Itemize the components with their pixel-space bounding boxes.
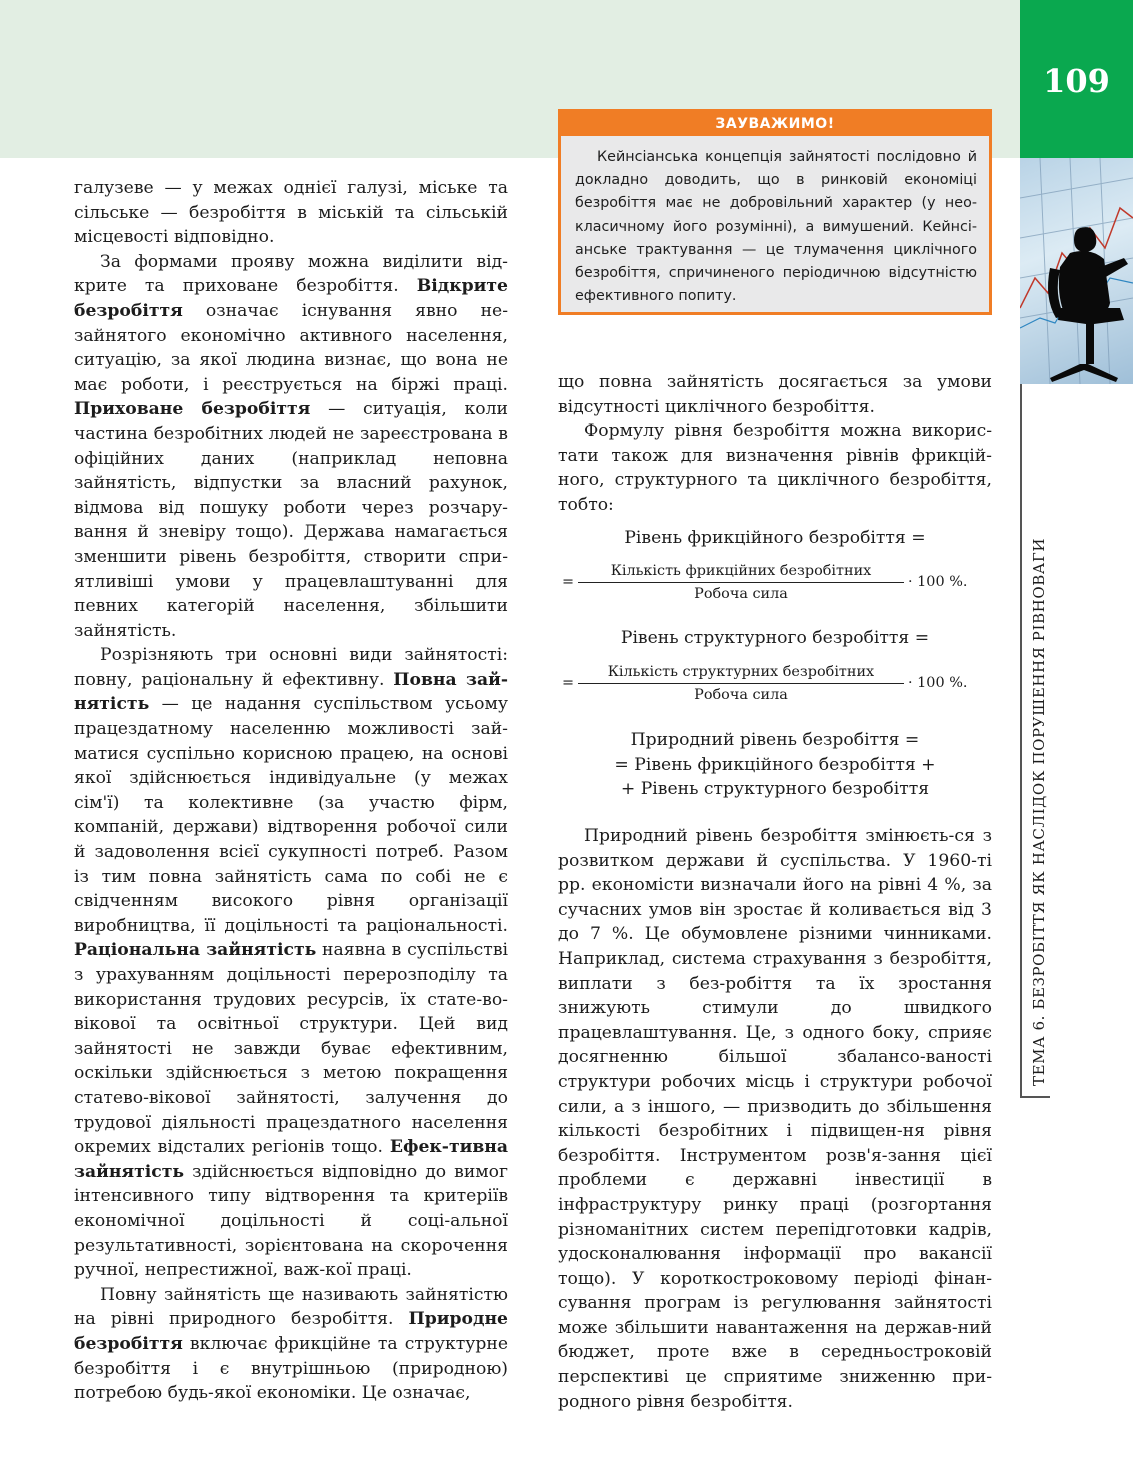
text-run: За формами прояву можна виділити від-крите та приховане безробіття. bbox=[74, 251, 508, 297]
text-run: означає існування явно не-зайнятого економічно активного населення, ситуацію, за якої людина визнає, що вона не має роботи, і реєструється на біржі праці. bbox=[74, 300, 508, 395]
note-text: Кейнсіанська концепція зайнятості послідовно й докладно доводить, що в ринковій економіці безробіття має не добровільний характер (у нео-класичному його розумінні), а вимушений. Кейнсі-анське трактування — це тлумачення циклічного безробіття, спричиненого періодичною відсутністю ефективного попиту. bbox=[575, 149, 977, 305]
paragraph: Формулу рівня безробіття можна викорис-тати також для визначення рівнів фрикцій-ного, структурного та циклічного безробіття, тобто: bbox=[558, 421, 992, 515]
text-run: включає фрикційне та структурне безробіття і є внутрішньою (природною) потребою будь-якої економіки. Це означає, bbox=[74, 1333, 508, 1404]
page-number: 109 bbox=[1043, 62, 1110, 100]
formula-line: + Рівень структурного безробіття bbox=[620, 779, 930, 800]
fraction-bar bbox=[578, 582, 904, 583]
note-heading: ЗАУВАЖИМО! bbox=[561, 112, 989, 136]
term-natural-unemployment: Природне безробіття bbox=[74, 1309, 508, 1354]
term-hidden-unemployment: Приховане безробіття bbox=[74, 399, 311, 420]
paragraph: що повна зайнятість досягається за умови відсутності циклічного безробіття. bbox=[558, 372, 992, 417]
text-run: — ситуація, коли частина безробітних людей не зареєстрована в офіційних даних (наприклад неповна зайнятість, відпустки за власний рахунок, відмова від пошуку роботи через розчару-вання й зневіру тощо). Держава намагається зменшити рівень безробіття, створити спри-ятливіші умови у працевлаштуванні для певних категорій населення, збільшити зайнятість. bbox=[74, 399, 508, 641]
paragraph: галузеве — у межах однієї галузі, міське та сільське — безробіття в міській та сільській місцевості відповідно. bbox=[74, 178, 508, 248]
text-run: — це надання суспільством усьому працездатному населенню можливості зай-матися суспільно корисною працею, на основі якої здійснюється індивідуальне (у межах сім'ї) та колективне (за участю фірм, компаній, держави) відтворення робочої сили й задоволення всієї сукупності потреб. Разом із тим повна зайнятість сама по собі не є свідченням високого рівня організації виробництва, її доцільності та раціональності. bbox=[74, 694, 508, 936]
formula-denominator: Робоча сила bbox=[694, 586, 788, 602]
term-full-employment: Повна зай-нятість bbox=[74, 669, 508, 715]
formula-numerator: Кількість фрикційних безробітних bbox=[610, 563, 872, 579]
left-column bbox=[74, 176, 508, 1406]
text-run: здійснюється відповідно до вимог інтенсивного типу відтворення та критеріїв економічної доцільності й соці-альної результативності, зорієнтована на скорочення ручної, непрестижної, важ-кої праці. bbox=[74, 1161, 508, 1281]
formula-structural-title: Рівень структурного безробіття = bbox=[620, 628, 930, 648]
formula-line: = Рівень фрикційного безробіття + bbox=[614, 754, 936, 775]
formula-denominator: Робоча сила bbox=[694, 687, 788, 703]
text-run: Повну зайнятість ще називають зайнятістю на рівні природного безробіття. bbox=[74, 1284, 508, 1330]
paragraph bbox=[74, 1283, 508, 1406]
paragraph bbox=[74, 643, 508, 1282]
term-rational-employment: Раціональна зайнятість bbox=[74, 940, 317, 961]
side-divider-tick bbox=[1020, 1096, 1050, 1098]
right-column-bottom bbox=[558, 824, 992, 1414]
formula-multiplier: · 100 %. bbox=[908, 675, 968, 691]
term-open-unemployment: Відкрите безробіття bbox=[74, 276, 508, 321]
right-column-top bbox=[558, 370, 992, 518]
text-run: наявна в суспільстві з урахуванням доцільності перерозподілу та використання трудових ресурсів, їх стате-во-вікової та освітньої структури. Цей вид зайнятості не завжди буває ефективним, оскільки здійснюється з метою покращення статево-вікової зайнятості, залучення до трудової діяльності працездатного населення окремих відсталих регіонів тощо. bbox=[74, 940, 508, 1158]
formula-numerator: Кількість структурних безробітних bbox=[607, 664, 875, 680]
note-box bbox=[558, 109, 992, 315]
formula-multiplier: · 100 %. bbox=[908, 574, 968, 590]
text-run: Розрізняють три основні види зайнятості: повну, раціональну й ефективну. bbox=[74, 645, 508, 690]
formula-line: Природний рівень безробіття = bbox=[630, 730, 920, 750]
business-silhouette-image bbox=[1020, 158, 1133, 384]
formula-frictional-title: Рівень фрикційного безробіття = bbox=[624, 528, 926, 548]
formula-frictional bbox=[558, 563, 992, 607]
formula-eq-sign: = bbox=[562, 574, 575, 590]
paragraph: Природний рівень безробіття змінюєть-ся з розвитком держави й суспільства. У 1960-ті рр. економісти визначали його на рівні 4 %, за сучасних умов він зростає й коливається від 3 до 7 %. Це обумовлене різними чинниками. Наприклад, система страхування з безробіття, виплати з без-робіття та їх зростання знижують стимули до швидкого працевлаштування. Це, з одного боку, сприяє досягненню більшої збалансо-ваності структури робочих місць і структури робочої сили, а з іншого, — призводить до збільшення кількості безробітних і підвищен-ня рівня безробіття. Інструментом розв'я-зання цієї проблеми є державні інвестиції в інфраструктуру ринку праці (розгортання різноманітних систем перепідготовки кадрів, удосконалювання інформації про вакансії тощо). У короткостроковому періоді фінан-сування програм із регулювання зайнятості може збільшити навантаження на держав-ний бюджет, проте вже в середньостроковій перспективі це сприятиме зниженню при-родного рівня безробіття. bbox=[558, 826, 992, 1412]
chapter-title: ТЕМА 6. БЕЗРОБІТТЯ ЯК НАСЛІДОК ПОРУШЕННЯ РІВНОВАГИ bbox=[1030, 537, 1048, 1086]
side-divider bbox=[1020, 384, 1022, 1098]
paragraph bbox=[74, 250, 508, 644]
term-effective-employment: Ефек-тивна зайнятість bbox=[74, 1137, 508, 1182]
formula-eq-sign: = bbox=[562, 675, 575, 691]
formula-structural bbox=[558, 664, 992, 708]
formula-natural-rate bbox=[558, 728, 992, 802]
fraction-bar bbox=[578, 683, 904, 684]
